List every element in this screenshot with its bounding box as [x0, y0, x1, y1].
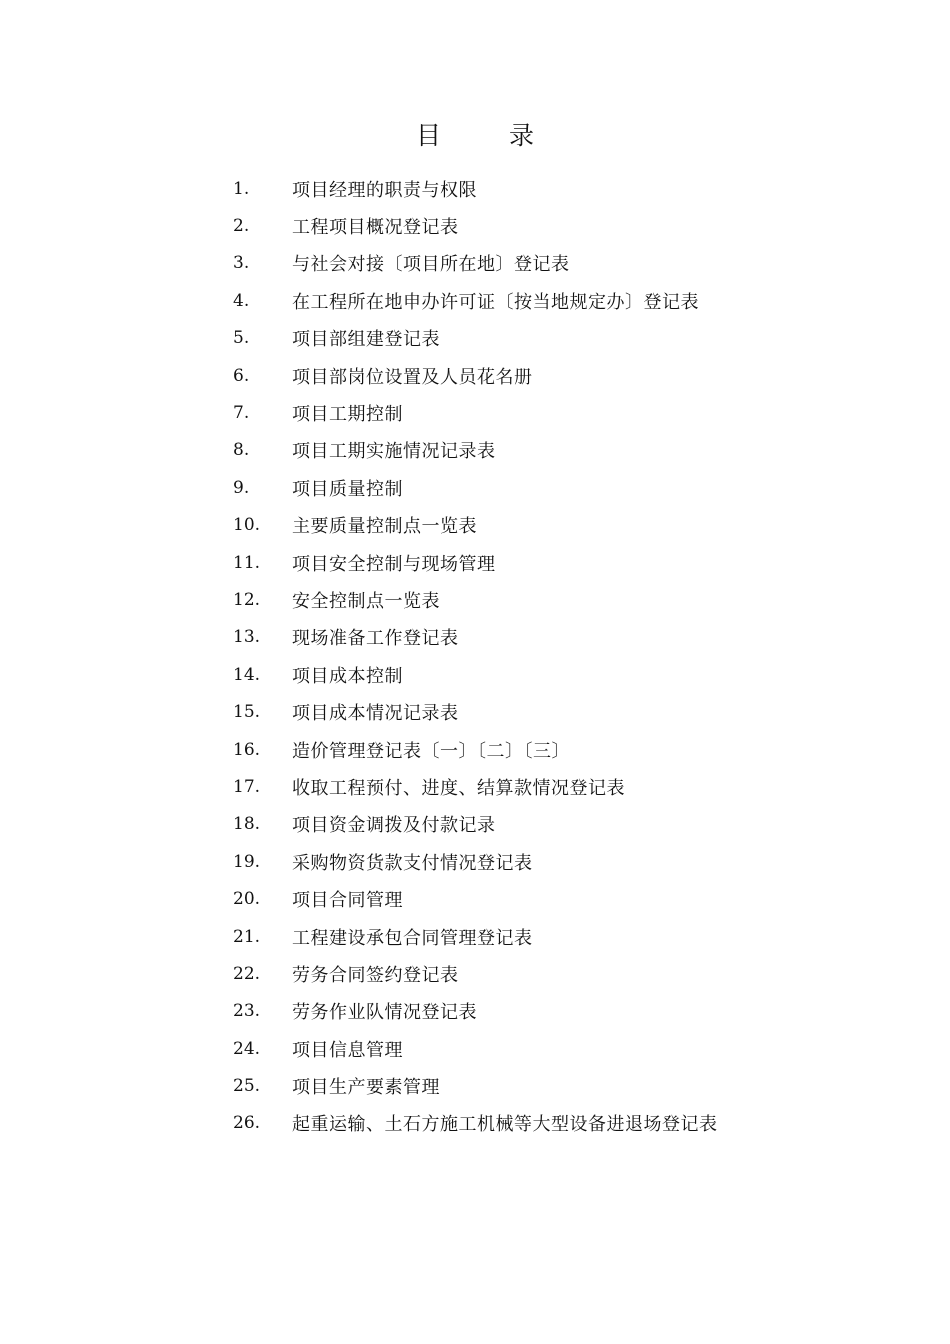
toc-item: [233, 544, 718, 581]
toc-item-number: 12.: [233, 589, 261, 610]
toc-item: [233, 507, 718, 544]
toc-item-title: 项目经理的职责与权限: [292, 179, 477, 201]
toc-item: [233, 619, 718, 656]
toc-item: [233, 245, 718, 282]
toc-item-number: 23.: [233, 1001, 261, 1022]
toc-item: [233, 207, 718, 244]
toc-item-title: 项目信息管理: [292, 1039, 403, 1061]
toc-item-number: 15.: [233, 702, 261, 723]
toc-item-number: 14.: [233, 664, 261, 685]
toc-item-title: 项目合同管理: [292, 890, 403, 912]
toc-item-number: 7.: [233, 403, 250, 424]
table-of-contents: [233, 170, 718, 1142]
toc-item-number: 8.: [233, 440, 250, 461]
toc-item-number: 5.: [233, 328, 250, 349]
toc-item-number: 19.: [233, 851, 261, 872]
toc-item-title: 项目资金调拨及付款记录: [292, 815, 496, 837]
toc-item-number: 13.: [233, 627, 261, 648]
toc-item-title: 项目安全控制与现场管理: [292, 553, 496, 575]
toc-item-title: 采购物资货款支付情况登记表: [292, 852, 533, 874]
toc-item: [233, 918, 718, 955]
toc-item-number: 6.: [233, 365, 250, 386]
toc-item-number: 10.: [233, 515, 261, 536]
toc-item-title: 在工程所在地申办许可证〔按当地规定办〕登记表: [292, 291, 699, 313]
toc-item: [233, 731, 718, 768]
toc-item: [233, 1067, 718, 1104]
toc-item: [233, 394, 718, 431]
toc-item: [233, 469, 718, 506]
toc-item: [233, 282, 718, 319]
toc-item-number: 11.: [233, 552, 261, 573]
toc-item-title: 项目部组建登记表: [292, 329, 440, 351]
toc-item-number: 21.: [233, 926, 261, 947]
toc-item-title: 工程建设承包合同管理登记表: [292, 927, 533, 949]
toc-item: [233, 1105, 718, 1142]
toc-item-number: 24.: [233, 1038, 261, 1059]
toc-item: [233, 170, 718, 207]
toc-item: [233, 955, 718, 992]
toc-item-number: 22.: [233, 963, 261, 984]
toc-item: [233, 357, 718, 394]
toc-item-number: 18.: [233, 814, 261, 835]
toc-item-number: 17.: [233, 776, 261, 797]
toc-item-title: 工程项目概况登记表: [292, 217, 459, 239]
toc-item-number: 20.: [233, 889, 261, 910]
toc-item-number: 26.: [233, 1113, 261, 1134]
toc-item-number: 9.: [233, 477, 250, 498]
toc-item: [233, 320, 718, 357]
toc-item-title: 劳务合同签约登记表: [292, 964, 459, 986]
toc-item: [233, 843, 718, 880]
toc-item-title: 主要质量控制点一览表: [292, 516, 477, 538]
toc-item-number: 16.: [233, 739, 261, 760]
toc-item-number: 1.: [233, 178, 250, 199]
toc-item-title: 造价管理登记表〔一〕〔二〕〔三〕: [292, 740, 570, 762]
page-title: 目 录: [416, 121, 564, 150]
toc-item: [233, 768, 718, 805]
toc-item-title: 项目生产要素管理: [292, 1077, 440, 1099]
toc-item: [233, 993, 718, 1030]
toc-item-title: 项目质量控制: [292, 478, 403, 500]
toc-item: [233, 693, 718, 730]
toc-item-title: 现场准备工作登记表: [292, 628, 459, 650]
toc-item: [233, 581, 718, 618]
toc-item-title: 劳务作业队情况登记表: [292, 1002, 477, 1024]
toc-item-title: 收取工程预付、进度、结算款情况登记表: [292, 777, 625, 799]
toc-item-number: 25.: [233, 1076, 261, 1097]
toc-item-title: 起重运输、土石方施工机械等大型设备进退场登记表: [292, 1114, 718, 1136]
toc-item: [233, 1030, 718, 1067]
toc-item-title: 项目成本情况记录表: [292, 703, 459, 725]
toc-item-title: 项目成本控制: [292, 665, 403, 687]
toc-item-title: 项目部岗位设置及人员花名册: [292, 366, 533, 388]
toc-item: [233, 880, 718, 917]
toc-item: [233, 656, 718, 693]
toc-item-title: 安全控制点一览表: [292, 590, 440, 612]
toc-item-title: 项目工期实施情况记录表: [292, 441, 496, 463]
toc-item-number: 3.: [233, 253, 250, 274]
toc-item-title: 与社会对接〔项目所在地〕登记表: [292, 254, 570, 276]
toc-item-number: 2.: [233, 216, 250, 237]
toc-item: [233, 432, 718, 469]
toc-item: [233, 806, 718, 843]
toc-item-number: 4.: [233, 290, 250, 311]
toc-item-title: 项目工期控制: [292, 404, 403, 426]
